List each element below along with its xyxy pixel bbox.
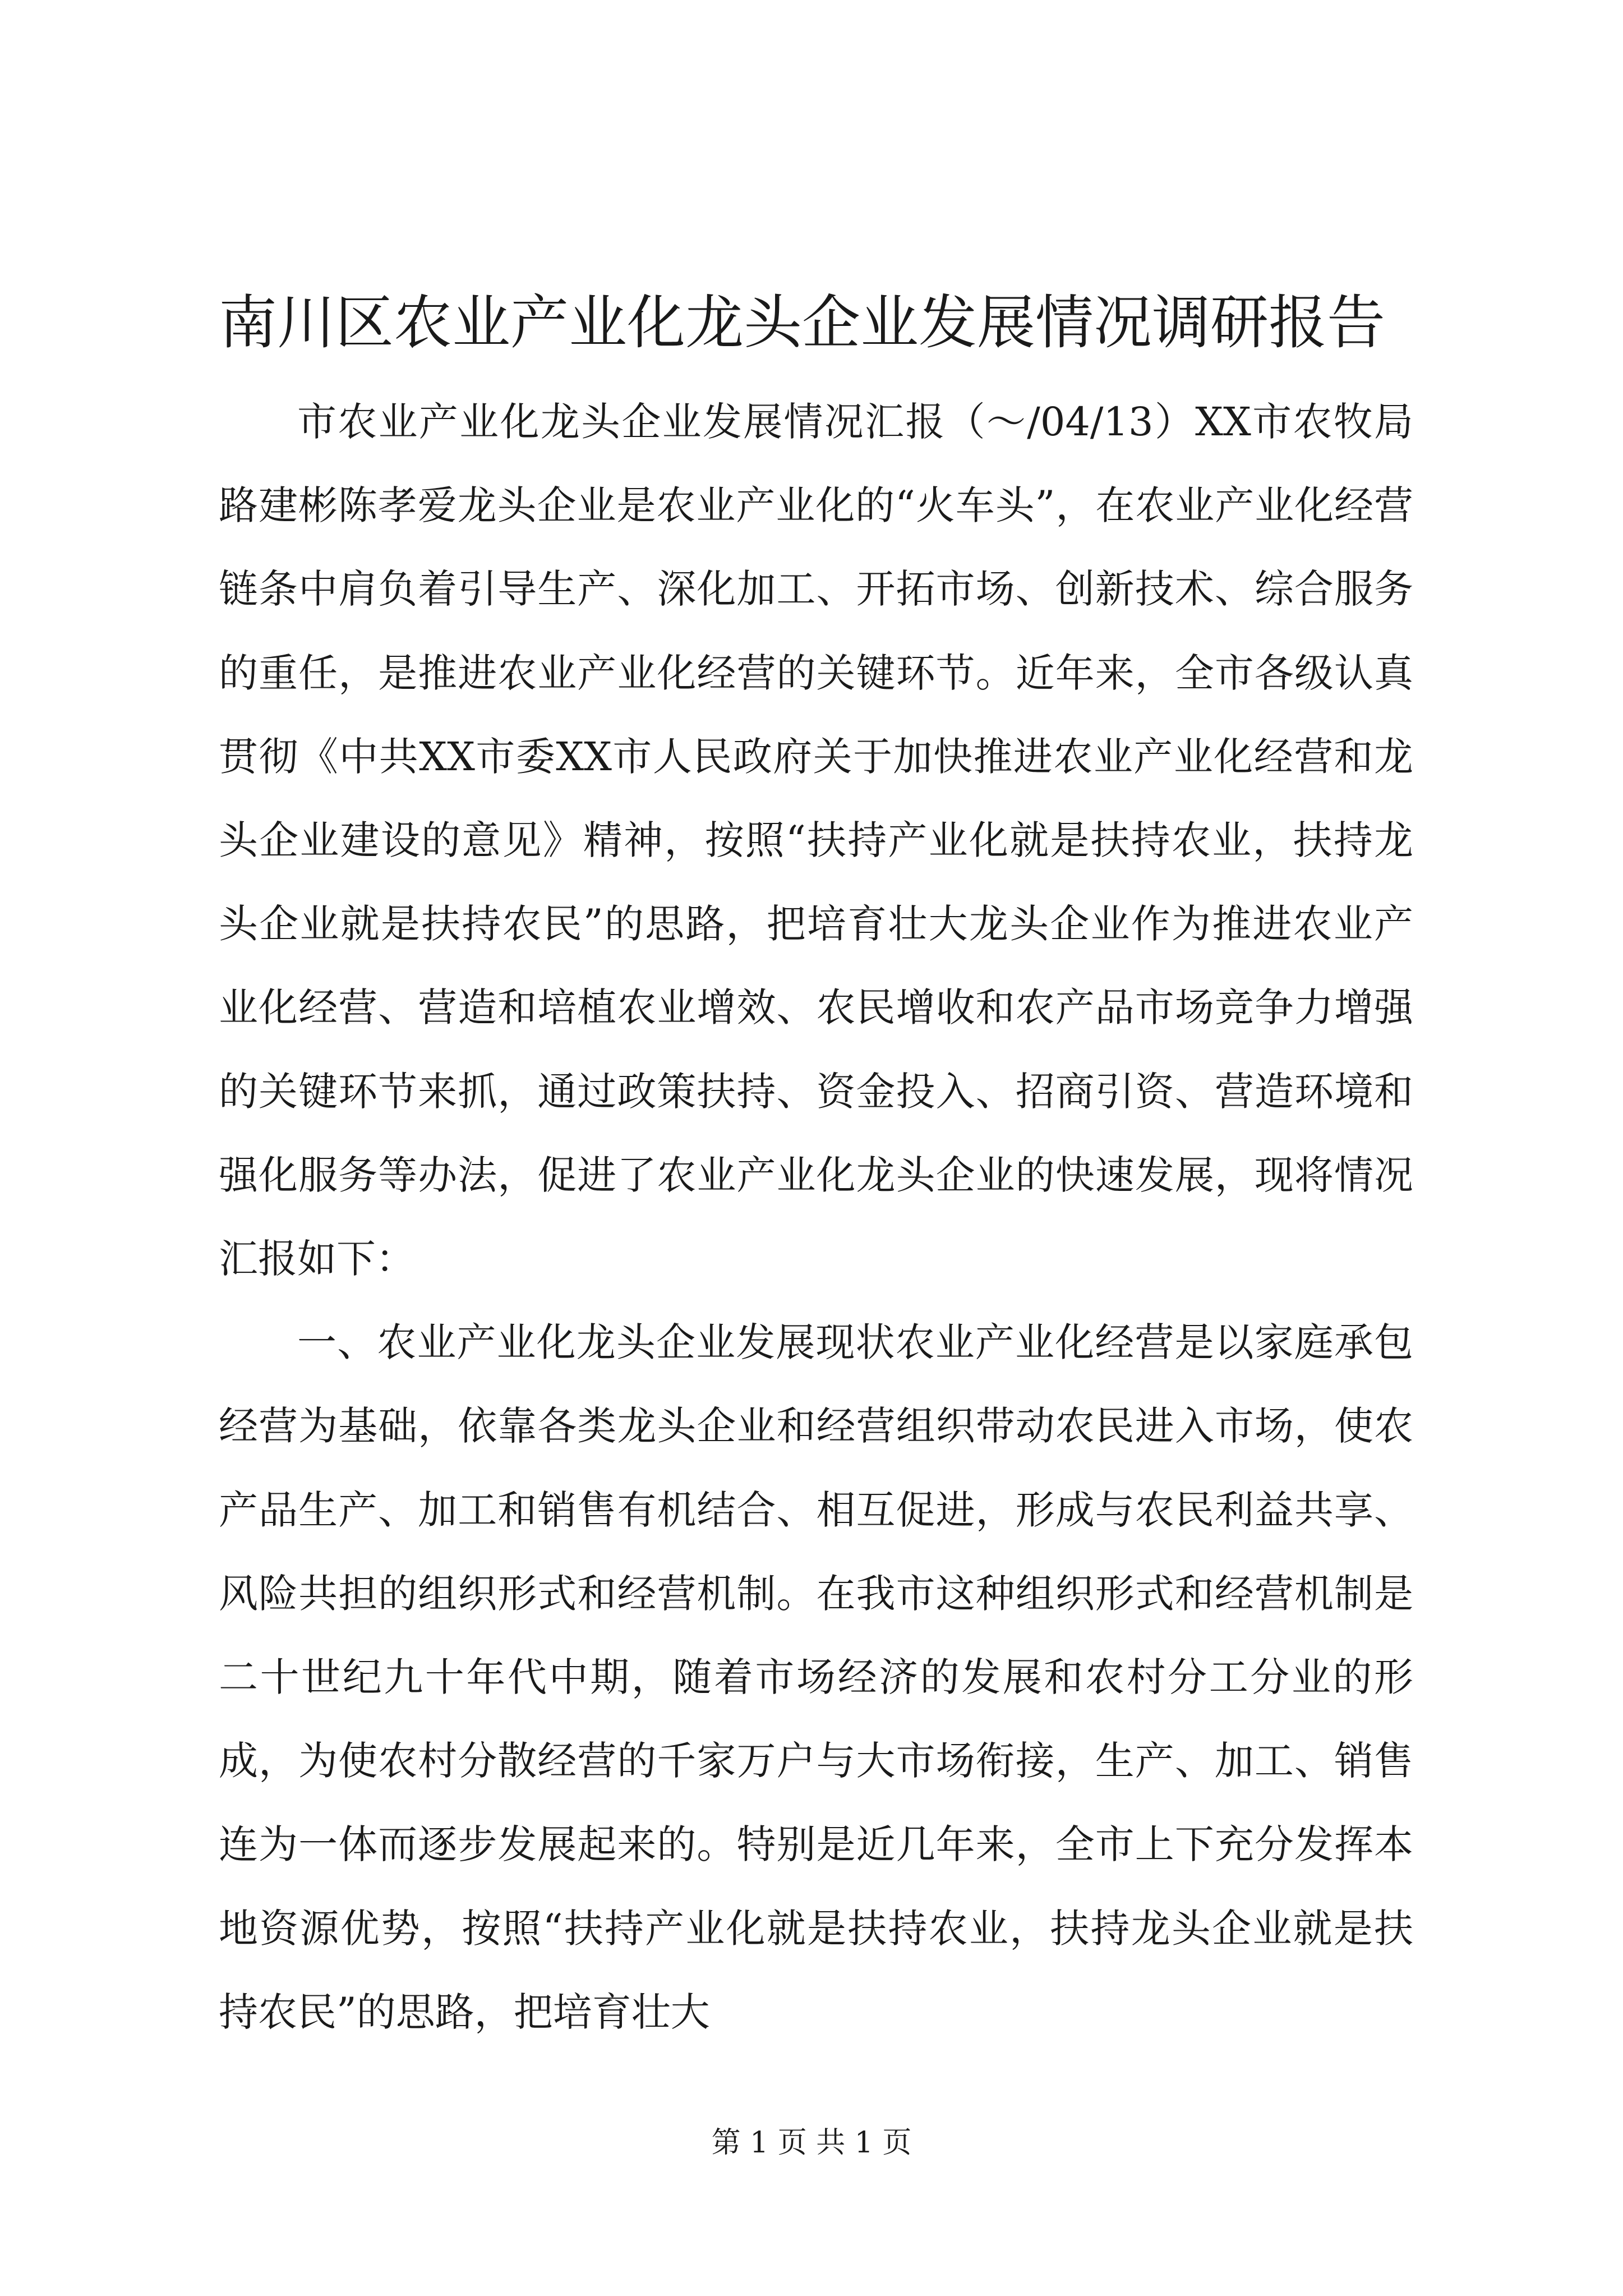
page-footer: 第 1 页 共 1 页: [711, 2126, 912, 2160]
paragraph-intro: 市农业产业化龙头企业发展情况汇报（～/04/13）XX市农牧局路建彬陈孝爱龙头企业是农业产业化的“火车头”，在农业产业化经营链条中肩负着引导生产、深化加工、开拓市场、创新技术、综合服务的重任，是推进农业产业化经营的关键环节。近年来，全市各级认真贯彻《中共XX市委XX市人民政府关于加快推进农业产业化经营和龙头企业建设的意见》精神，按照“扶持产业化就是扶持农业，扶持龙头企业就是扶持农民”的思路，把培育壮大龙头企业作为推进农业产业化经营、营造和培植农业增效、农民增收和农产品市场竞争力增强的关键环节来抓，通过政策扶持、资金投入、招商引资、营造环境和强化服务等办法，促进了农业产业化龙头企业的快速发展，现将情况汇报如下：: [219, 399, 1413, 1282]
document-body: [219, 380, 1413, 2054]
document-title: 南川区农业产业化龙头企业发展情况调研报告: [219, 288, 1386, 357]
paragraph-section-one: 一、农业产业化龙头企业发展现状农业产业化经营是以家庭承包经营为基础，依靠各类龙头企业和经营组织带动农民进入市场，使农产品生产、加工和销售有机结合、相互促进，形成与农民利益共享、风险共担的组织形式和经营机制。在我市这种组织形式和经营机制是二十世纪九十年代中期，随着市场经济的发展和农村分工分业的形成，为使农村分散经营的千家万户与大市场衔接，生产、加工、销售连为一体而逐步发展起来的。特别是近几年来，全市上下充分发挥本地资源优势，按照“扶持产业化就是扶持农业，扶持龙头企业就是扶持农民”的思路，把培育壮大: [219, 1319, 1413, 2035]
